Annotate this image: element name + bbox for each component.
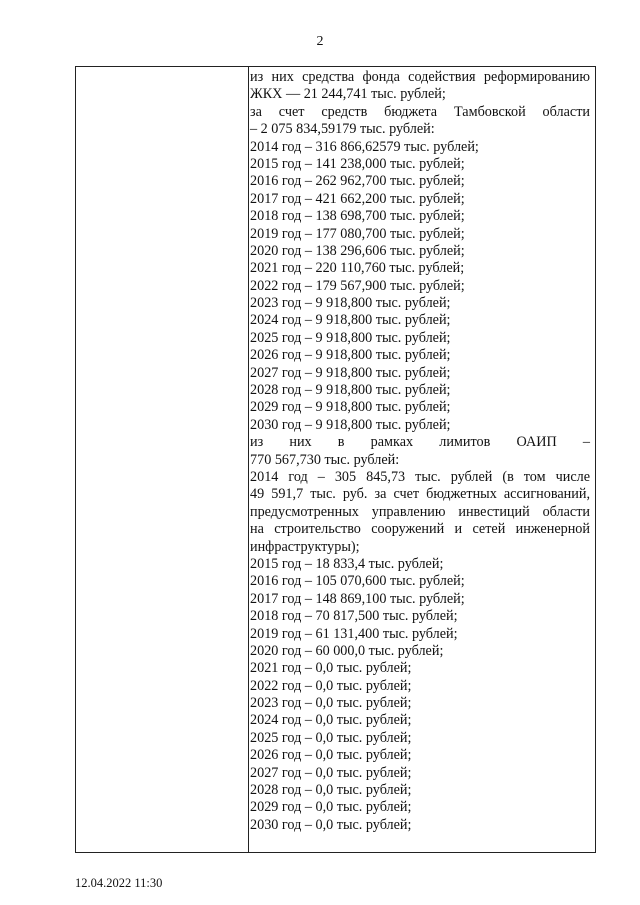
text-line: 2015 год – 18 833,4 тыс. рублей; — [250, 555, 444, 572]
text-line: 2014 год – 305 845,73 тыс. рублей (в том числе — [250, 468, 590, 485]
text-line: 2025 год – 9 918,800 тыс. рублей; — [250, 329, 451, 346]
funding-text-cell — [250, 69, 590, 834]
text-line: 2026 год – 9 918,800 тыс. рублей; — [250, 347, 451, 364]
text-line: 2025 год – 0,0 тыс. рублей; — [250, 729, 412, 746]
text-line: 2023 год – 9 918,800 тыс. рублей; — [250, 295, 451, 312]
text-line: 2020 год – 60 000,0 тыс. рублей; — [250, 642, 444, 659]
budget-table — [75, 66, 596, 853]
text-line: из них в рамках лимитов ОАИП – — [250, 434, 590, 451]
text-line: 2019 год – 177 080,700 тыс. рублей; — [250, 225, 465, 242]
text-line: 2022 год – 0,0 тыс. рублей; — [250, 677, 412, 694]
text-line: 2029 год – 0,0 тыс. рублей; — [250, 799, 412, 816]
text-line: 2029 год – 9 918,800 тыс. рублей; — [250, 399, 451, 416]
text-line: 2022 год – 179 567,900 тыс. рублей; — [250, 277, 465, 294]
text-line: – 2 075 834,59179 тыс. рублей: — [250, 121, 435, 138]
column-divider — [248, 67, 249, 852]
text-line: за счет средств бюджета Тамбовской области — [250, 103, 590, 120]
text-line: 2026 год – 0,0 тыс. рублей; — [250, 747, 412, 764]
text-line: 2024 год – 0,0 тыс. рублей; — [250, 712, 412, 729]
text-line: 2017 год – 421 662,200 тыс. рублей; — [250, 190, 465, 207]
text-line: 2018 год – 138 698,700 тыс. рублей; — [250, 208, 465, 225]
text-line: 2017 год – 148 869,100 тыс. рублей; — [250, 590, 465, 607]
page-number: 2 — [316, 34, 324, 49]
text-line: 2020 год – 138 296,606 тыс. рублей; — [250, 242, 465, 259]
text-line: 2015 год – 141 238,000 тыс. рублей; — [250, 155, 465, 172]
text-line: 2027 год – 9 918,800 тыс. рублей; — [250, 364, 451, 381]
text-line: 2027 год – 0,0 тыс. рублей; — [250, 764, 412, 781]
text-line: 2019 год – 61 131,400 тыс. рублей; — [250, 625, 458, 642]
text-line: 2021 год – 220 110,760 тыс. рублей; — [250, 260, 465, 277]
text-line: 49 591,7 тыс. руб. за счет бюджетных ассигнований, — [250, 486, 590, 503]
text-line: 2030 год – 0,0 тыс. рублей; — [250, 816, 412, 833]
text-line: 2018 год – 70 817,500 тыс. рублей; — [250, 608, 458, 625]
text-line: 2028 год – 9 918,800 тыс. рублей; — [250, 382, 451, 399]
text-line: 2016 год – 105 070,600 тыс. рублей; — [250, 573, 465, 590]
text-line: 2014 год – 316 866,62579 тыс. рублей; — [250, 138, 479, 155]
text-line: 2028 год – 0,0 тыс. рублей; — [250, 782, 412, 799]
text-line: 2023 год – 0,0 тыс. рублей; — [250, 695, 412, 712]
text-line: на строительство сооружений и сетей инженерной — [250, 521, 590, 538]
text-line: из них средства фонда содействия реформированию — [250, 69, 590, 85]
text-line: 2030 год – 9 918,800 тыс. рублей; — [250, 416, 451, 433]
text-line: инфраструктуры); — [250, 538, 360, 555]
text-line: ЖКХ — 21 244,741 тыс. рублей; — [250, 86, 446, 103]
text-line: предусмотренных управлению инвестиций области — [250, 503, 590, 520]
text-line: 2024 год – 9 918,800 тыс. рублей; — [250, 312, 451, 329]
text-line: 770 567,730 тыс. рублей: — [250, 451, 400, 468]
text-line: 2016 год – 262 962,700 тыс. рублей; — [250, 173, 465, 190]
text-line: 2021 год – 0,0 тыс. рублей; — [250, 660, 412, 677]
footer-timestamp: 12.04.2022 11:30 — [75, 876, 163, 890]
